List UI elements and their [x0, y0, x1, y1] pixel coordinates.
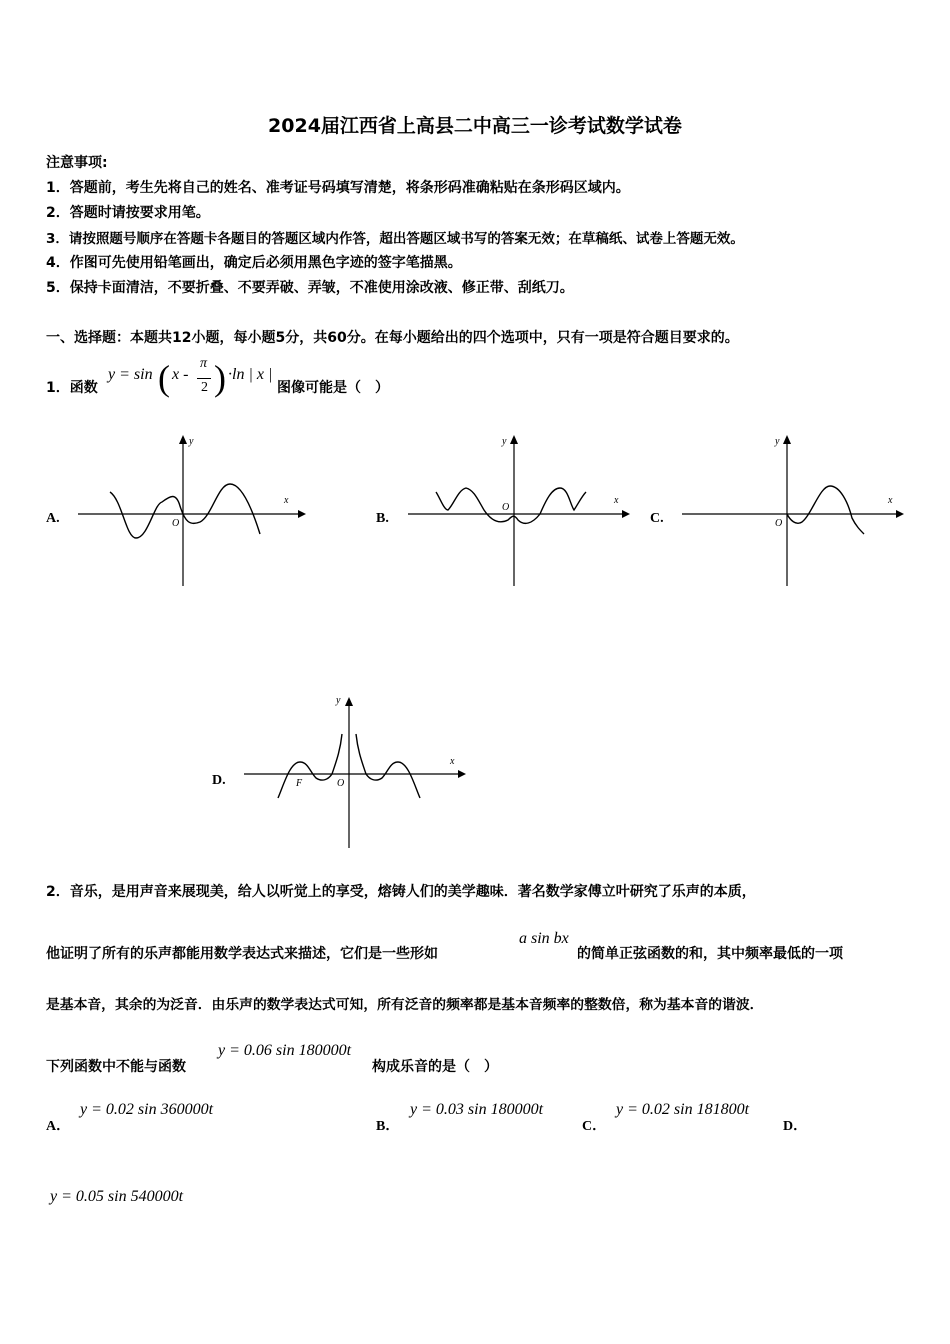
svg-text:F: F	[296, 778, 303, 789]
q2-option-b-label[interactable]: B．	[376, 1119, 400, 1134]
q2-option-d-label[interactable]: D．	[783, 1119, 808, 1134]
q2-line-4a: 下列函数中不能与函数	[46, 1059, 186, 1075]
q2-option-b-formula[interactable]: y = 0.03 sin 180000t	[410, 1101, 544, 1118]
svg-text:y: y	[502, 436, 507, 447]
notice-item: 2．答题时请按要求用笔。	[46, 205, 210, 221]
svg-text:x: x	[284, 495, 289, 506]
q2-line-2b: 的简单正弦函数的和，其中频率最低的一项	[577, 946, 843, 962]
q1-option-c-graph[interactable]	[674, 430, 914, 590]
q2-line-2a: 他证明了所有的乐声都能用数学表达式来描述，它们是一些形如	[46, 946, 438, 962]
q1-option-d-label[interactable]: D.	[212, 773, 226, 788]
q1-option-d-graph[interactable]	[236, 692, 476, 852]
q2-formula-base: y = 0.06 sin 180000t	[218, 1042, 352, 1059]
q2-line-3: 是基本音，其余的为泛音．由乐声的数学表达式可知，所有泛音的频率都是基本音频率的整数倍，称为基本音的谐波．	[46, 997, 764, 1013]
q1-option-c-label[interactable]: C.	[650, 511, 664, 526]
q2-option-d-formula[interactable]: y = 0.05 sin 540000t	[50, 1188, 184, 1205]
svg-text:O: O	[502, 502, 510, 513]
svg-text:O: O	[775, 518, 783, 529]
svg-text:x: x	[450, 756, 455, 767]
q1-option-b-label[interactable]: B.	[376, 511, 389, 526]
q1-formula: y = sin ( x - π 2 ) ·ln | x |	[108, 356, 273, 398]
q1-option-b-graph[interactable]	[400, 430, 640, 590]
q2-option-a-label[interactable]: A．	[46, 1119, 71, 1134]
notice-item: 5．保持卡面清洁，不要折叠、不要弄破、弄皱，不准使用涂改液、修正带、刮纸刀。	[46, 280, 574, 296]
notice-heading: 注意事项:	[46, 155, 108, 171]
svg-text:O: O	[172, 518, 180, 529]
page-title: 2024届江西省上高县二中高三一诊考试数学试卷	[268, 115, 682, 137]
q2-option-c-formula[interactable]: y = 0.02 sin 181800t	[616, 1101, 750, 1118]
svg-text:y: y	[775, 436, 780, 447]
notice-item: 4．作图可先使用铅笔画出，确定后必须用黑色字迹的签字笔描黑。	[46, 255, 462, 271]
q1-prefix: 1．函数	[46, 380, 98, 396]
q1-option-a-label[interactable]: A.	[46, 511, 60, 526]
q2-line-4b: 构成乐音的是（ ）	[372, 1059, 498, 1075]
section-heading: 一、选择题：本题共12小题，每小题5分，共60分。在每小题给出的四个选项中，只有一项是符合题目要求的。	[46, 330, 739, 346]
notice-item: 3．请按照题号顺序在答题卡各题目的答题区域内作答，超出答题区域书写的答案无效；在草稿纸、试卷上答题无效。	[46, 231, 744, 247]
svg-text:y: y	[336, 695, 341, 706]
q1-suffix: 图像可能是（ ）	[277, 380, 389, 396]
svg-text:O: O	[337, 778, 345, 789]
notice-item: 1．答题前，考生先将自己的姓名、准考证号码填写清楚，将条形码准确粘贴在条形码区域内。	[46, 180, 630, 196]
q2-option-a-formula[interactable]: y = 0.02 sin 360000t	[80, 1101, 214, 1118]
svg-text:y: y	[189, 436, 194, 447]
q2-line-1: 2．音乐，是用声音来展现美，给人以听觉上的享受，熔铸人们的美学趣味．著名数学家傅立叶研究了乐声的本质，	[46, 884, 756, 900]
svg-text:x: x	[614, 495, 619, 506]
svg-text:x: x	[888, 495, 893, 506]
q1-option-a-graph[interactable]	[70, 430, 310, 590]
q2-option-c-label[interactable]: C．	[582, 1119, 607, 1134]
q2-formula-asinbx: a sin bx	[519, 930, 569, 947]
